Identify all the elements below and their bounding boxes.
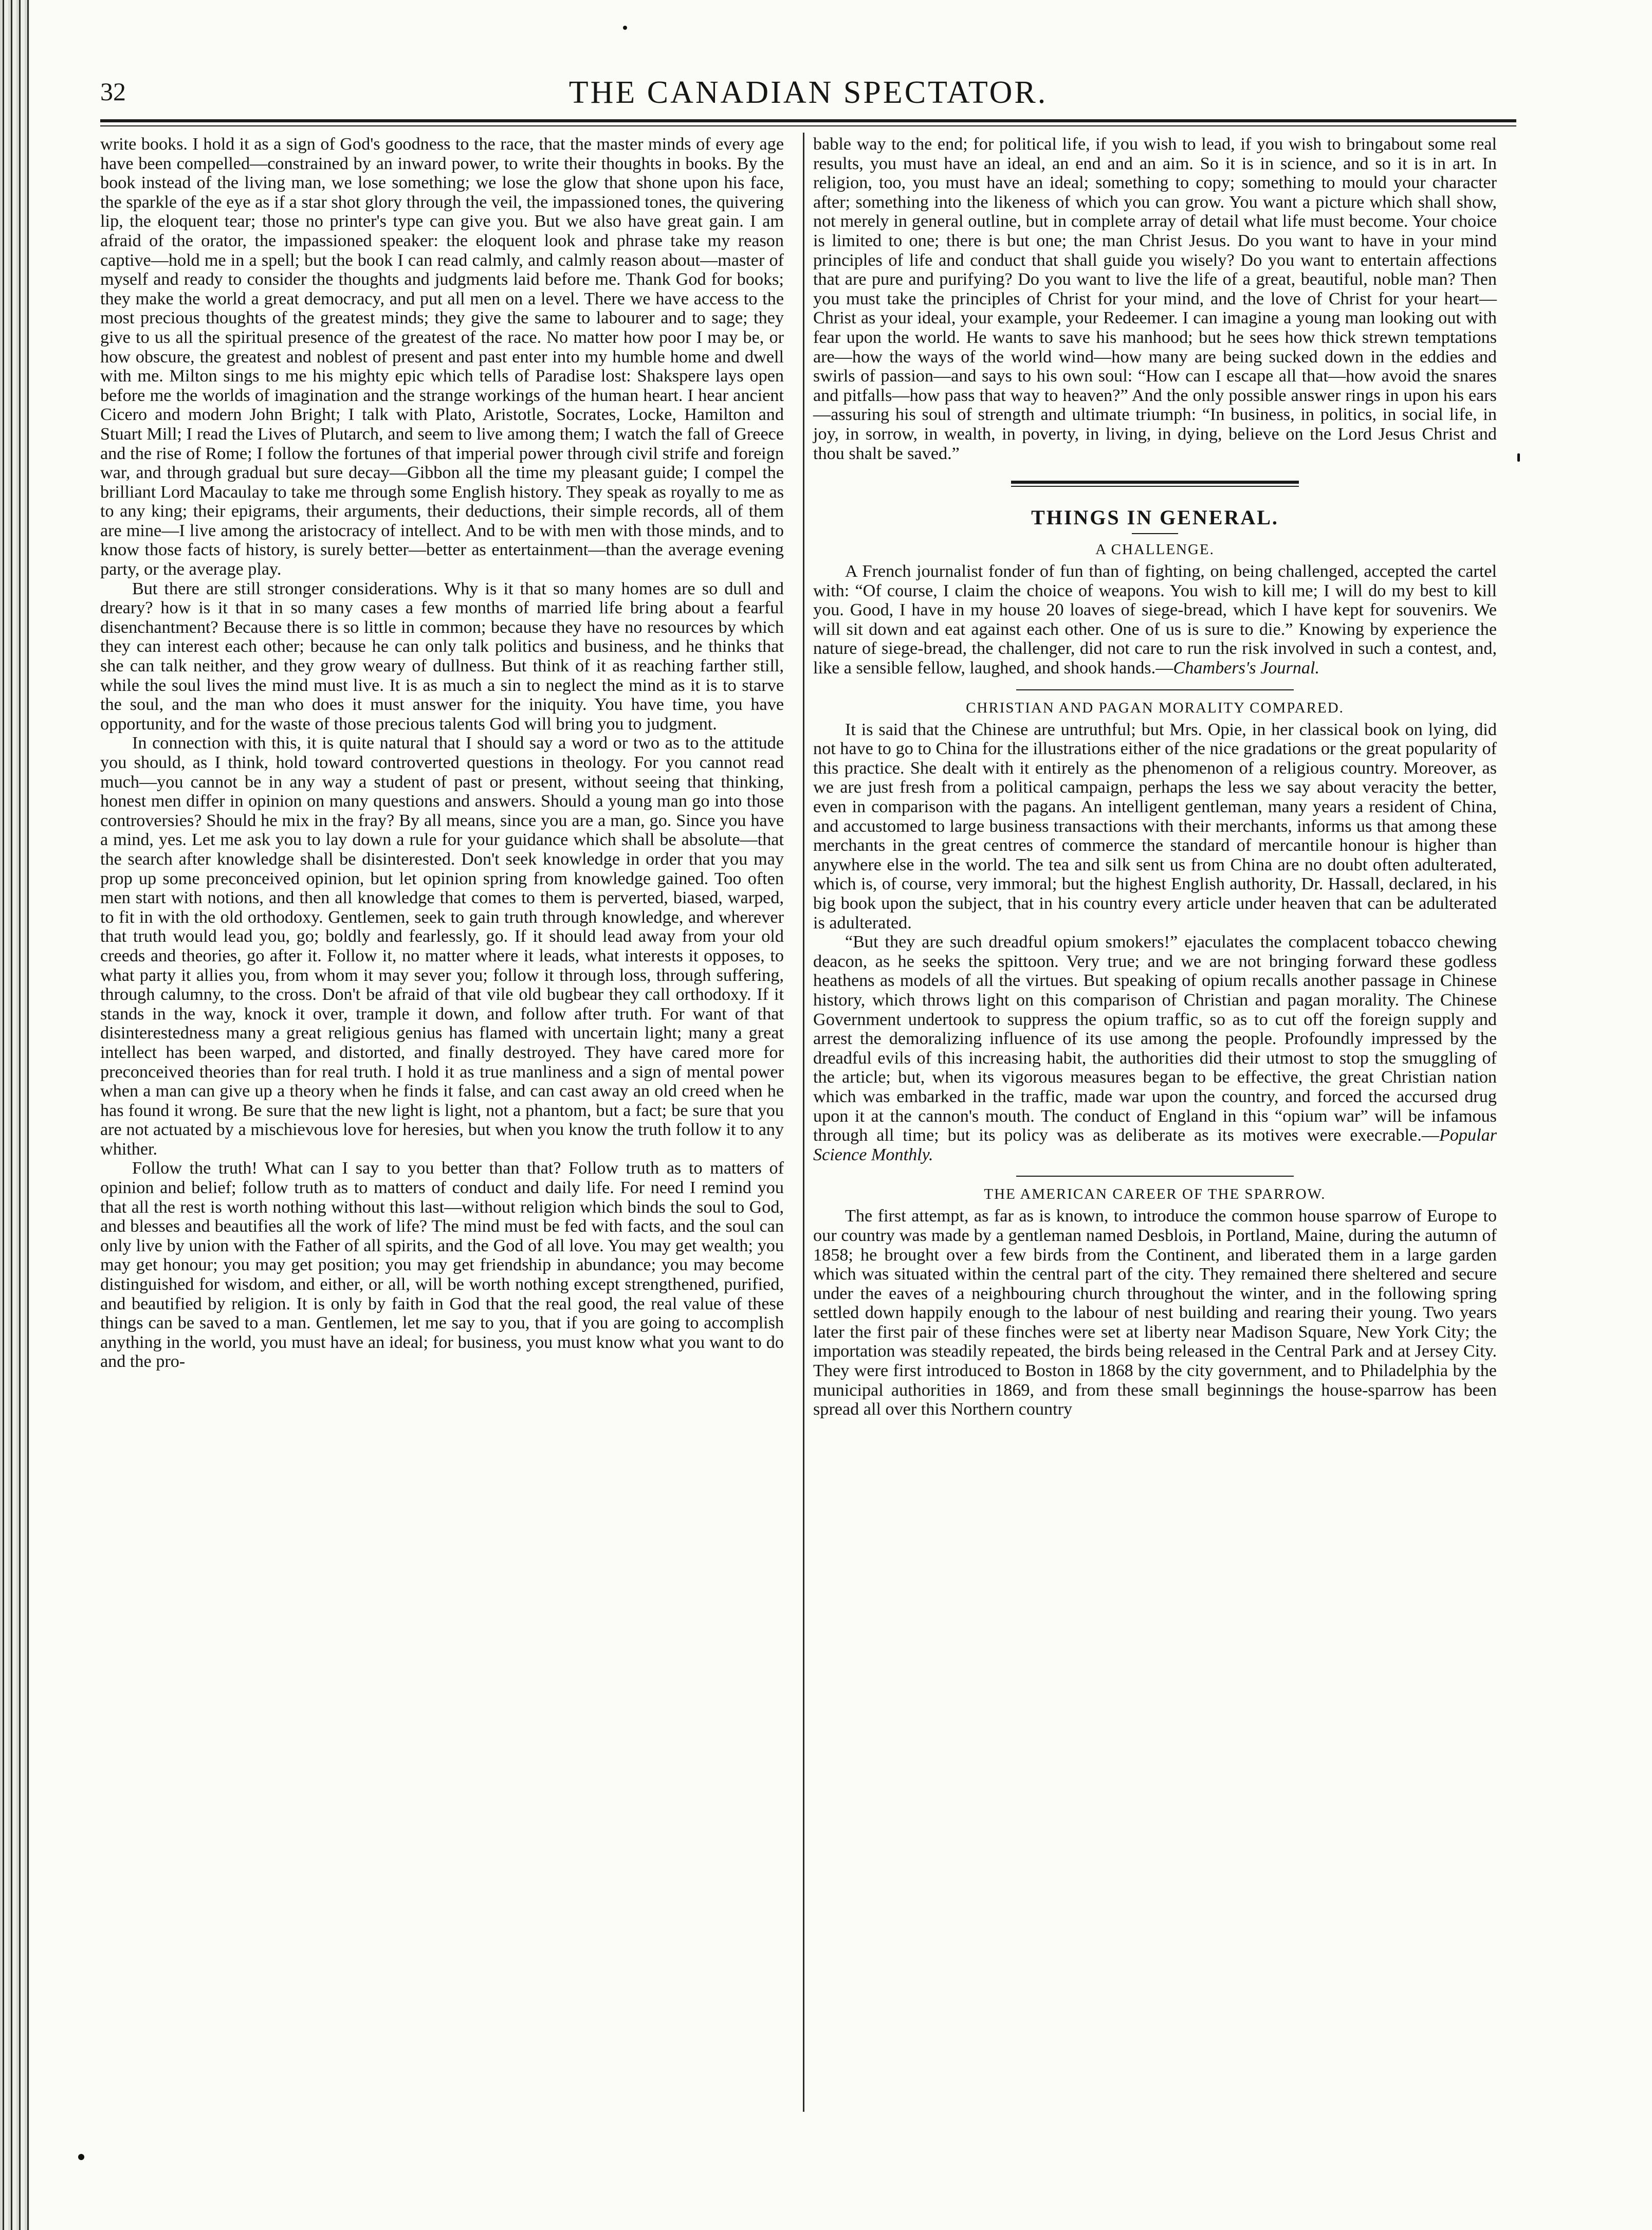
article-source: Chambers's Journal. — [1173, 659, 1320, 678]
page-header — [100, 72, 1516, 113]
article-body: It is said that the Chinese are untruthful; but Mrs. Opie, in her classical book on lying, did not have to go to China for the illustrations either of the nice gradations or the great popularity of this practice. She dealt with it entirely as the phenomenon of a religious country. Moreover, as we are just fresh from a political campaign, perhaps the less we say about veracity the better, even in comparison with the pagans. An intelligent gentleman, many years a resident of China, and accustomed to large business transactions with their merchants, informs us that among these merchants in the great centres of commerce the standard of mercantile honour is higher than anywhere else in the world. The tea and silk sent us from China are no doubt often adulterated, which is, of course, very immoral; but the highest English authority, Dr. Hassall, declared, in his big book upon the subject, that in his country every article under heaven that can be adulterated is adulterated. — [813, 720, 1497, 933]
section-title: THINGS IN GENERAL. — [1031, 506, 1279, 529]
paragraph: But there are still stronger considerations. Why is it that so many homes are so dull and dreary? how is it that in so many cases a few months of married life bring about a fearful disenchantment? Because there is so little in common; because they have no resources by which they can interest each other; because he can only talk politics and business, and he thinks that she can talk neither, and they grow weary of dullness. But think of it as reaching farther still, while the soul lives the mind must live. It is as much a sin to neglect the mind as it is to starve the soul, and the man who does it must answer for the iniquity. You have time, you have opportunity, and for the waste of those precious talents God will bring you to judgment. — [100, 579, 784, 734]
header-rule-thick — [100, 119, 1516, 122]
paragraph: In connection with this, it is quite natural that I should say a word or two as to the attitude you should, as I think, hold toward controverted questions in theology. For you cannot read much—you cannot be in any way a student of past or present, without seeing that thinking, honest men differ in opinion on many questions and answers. Should a young man go into those controversies? Should he mix in the fray? By all means, since you are a man, go. Since you have a mind, yes. Let me ask you to lay down a rule for your guidance which shall be absolute—that the search after knowledge shall be disinterested. Don't seek knowledge in order that you may prop up some preconceived opinion, but let opinion spring from knowledge gained. Too often men start with notions, and then all knowledge that comes to them is perverted, biased, warped, to fit in with the old orthodoxy. Gentlemen, seek to gain truth through knowledge, and wherever that truth would lead you, go; boldly and fearlessly, go. If it should lead away from your old creeds and theories, go after it. Follow it, no matter where it leads, what interests it opposes, to what party it allies you, from whom it may sever you; follow it through loss, through suffering, through calumny, to the cross. Don't be afraid of that vile old bugbear they call orthodoxy. If it stands in the way, knock it over, trample it down, and follow after truth. For want of that disinterestedness many a great religious genius has flamed with uncertain light; many a great intellect has been warped, and distorted, and finally destroyed. They have cared more for preconceived theories than for real truth. I hold it as true manliness and a sign of mental power when a man can give up a theory when he finds it false, and can cast away an old creed when he has found it wrong. Be sure that the new light is light, not a phantom, but a fact; be sure that you are not actuated by a mischievous love for heresies, but when you know the truth follow it to any whither. — [100, 734, 784, 1159]
article-body: The first attempt, as far as is known, to introduce the common house sparrow of Europe to our country was made by a gentleman named Desblois, in Portland, Maine, during the autumn of 1858; he brought over a few birds from the Continent, and liberated them in a large garden which was situated within the central part of the city. They remained there sheltered and secure under the eaves of a neighbouring church throughout the winter, and in the following spring settled down happily enough to the labour of nest building and rearing their young. Two years later the first pair of these finches were set at liberty near Madison Square, New York City; the importation was steadily repeated, the birds being released in the Central Park and at Jersey City. They were first introduced to Boston in 1868 by the city government, and to Philadelphia by the municipal authorities in 1869, and from these small beginnings the house-sparrow has been spread all over this Northern country — [813, 1207, 1497, 1419]
masthead-title: THE CANADIAN SPECTATOR. — [568, 75, 1048, 110]
article-body: A French journalist fonder of fun than of fighting, on being challenged, accepted the cartel with: “Of course, I claim the choice of weapons. You wish to kill me; I will do my best to kill you. Good, I have in my house 20 loaves of siege-bread, which I have kept for souvenirs. We will sit down and eat against each other. One of us is sure to die.” Knowing by experience the nature of siege-bread, the challenger, did not care to run the risk involved in such a contest, and, like a sensible fellow, laughed, and shook hands.—Chambers's Journal. — [813, 562, 1497, 678]
article-divider — [1016, 689, 1294, 690]
article-body: “But they are such dreadful opium smokers!” ejaculates the complacent tobacco chewing deacon, as he seeks the spittoon. Very true; and we are not bringing forward these godless heathens as models of all the virtues. But speaking of opium recalls another passage in Chinese history, which throws light on this comparison of Christian and pagan morality. The Chinese Government undertook to suppress the opium traffic, so as to cut off the foreign supply and arrest the demoralizing influence of its use among the people. Profoundly impressed by the dreadful evils of this increasing habit, the authorities did their utmost to stop the smuggling of the article; but, when its vigorous measures began to be effective, the great Christian nation which was embarked in the traffic, made war upon the country, and forced the accursed drug upon it at the cannon's mouth. The conduct of England in this “opium war” will be infamous through all time; but its policy was as deliberate as its motives were execrable.—Popular Science Monthly. — [813, 933, 1497, 1164]
article-title: CHRISTIAN AND PAGAN MORALITY COMPARED. — [966, 699, 1344, 716]
header-rule-thin — [100, 125, 1516, 126]
column-divider — [803, 133, 804, 2112]
article-title: A CHALLENGE. — [1095, 541, 1215, 558]
ink-speck — [623, 26, 627, 30]
article-source: Popular Science Monthly. — [813, 1126, 1497, 1164]
section-divider — [1011, 481, 1299, 487]
paragraph: Follow the truth! What can I say to you better than that? Follow truth as to matters of opinion and belief; follow truth as to matters of conduct and daily life. For need I remind you that all the rest is worth nothing without this last—without religion which binds the soul to God, and blesses and beautifies all the work of life? The mind must be fed with facts, and the soul can only live by union with the Father of all spirits, and the God of all love. You may get wealth; you may get honour; you may get position; you may get friendship in abundance; you may become distinguished for wisdom, and either, or all, will be worth nothing except strengthened, purified, and beautified by religion. It is only by faith in God that the real good, the real value of these things can be saved to a man. Gentlemen, let me say to you, that if you are going to accomplish anything in the world, you must have an ideal; for business, you must know what you want to do and the pro- — [100, 1159, 784, 1372]
paragraph: bable way to the end; for political life, if you wish to lead, if you wish to bringabout some real results, you must have an ideal, an end and an aim. So it is in science, and so it is in art. In religion, too, you must have an ideal; something to copy; something to mould your character after; something into the likeness of which you can grow. You want a picture which shall show, not merely in general outline, but in complete array of detail what life must become. Your choice is limited to one; there is but one; the man Christ Jesus. Do you want to have in your mind principles of life and conduct that shall guide you wisely? Do you want to entertain affections that are pure and purifying? Do you want to live the life of a great, beautiful, noble man? Then you must take the principles of Christ for your mind, and the love of Christ for your heart—Christ as your ideal, your example, your Redeemer. I can imagine a young man looking out with fear upon the world. He wants to save his manhood; but he sees how thick strewn temptations are—how the ways of the world wind—how many are being sucked down in the eddies and swirls of passion—and says to his own soul: “How can I escape all that—how avoid the snares and pitfalls—how pass that way to heaven?” And the only possible answer rings in upon his ears—assuring his soul of strength and ultimate triumph: “In business, in politics, in social life, in joy, in sorrow, in wealth, in poverty, in living, in dying, believe on the Lord Jesus Christ and thou shalt be saved.” — [813, 135, 1497, 463]
title-underline — [1132, 533, 1178, 534]
article-divider — [1016, 1176, 1294, 1177]
paragraph: write books. I hold it as a sign of God's goodness to the race, that the master minds of every age have been compelled—constrained by an inward power, to write their thoughts in books. By the book instead of the living man, we lose something; we lose the glow that shone upon his face, the sparkle of the eye as if a star shot glory through the veil, the impassioned tones, the quivering lip, the eloquent tear; those no printer's type can give you. But we also have great gain. I am afraid of the orator, the impassioned speaker: the eloquent look and phrase take my reason captive—hold me in a spell; but the book I can read calmly, and calmly reason about—master of myself and ready to consider the thoughts and judgments laid before me. Thank God for books; they make the world a great democracy, and put all men on a level. There we have access to the most precious thoughts of the greatest minds; they give the same to labourer and to sage; they give to us all the spiritual presence of the greatest of the race. No matter how poor I may be, or how obscure, the greatest and noblest of present and past enter into my humble home and dwell with me. Milton sings to me his mighty epic which tells of Paradise lost: Shakspere lays open before me the worlds of imagination and the strange workings of the human heart. I hear ancient Cicero and modern John Bright; I talk with Plato, Aristotle, Socrates, Locke, Hamilton and Stuart Mill; I read the Lives of Plutarch, and seem to live among them; I watch the fall of Greece and the rise of Rome; I follow the fortunes of that imperial power through civil strife and foreign war, and through gradual but sure decay—Gibbon all the time my pleasant guide; I compel the brilliant Lord Macaulay to take me through some English history. They speak as royally to me as to any king; their epigrams, their arguments, their deductions, their simple records, all of them are mine—I live among the aristocracy of intellect. And to be with men with those minds, and to know those facts of history, is surely better—better as entertainment—than the average evening party, or the average play. — [100, 135, 784, 579]
ink-speck — [78, 2154, 84, 2160]
article-title: THE AMERICAN CAREER OF THE SPARROW. — [984, 1186, 1326, 1203]
ink-speck — [1517, 453, 1520, 462]
left-column — [100, 135, 784, 1372]
right-column — [813, 135, 1497, 1419]
page-number: 32 — [100, 77, 126, 106]
binding-edge — [0, 0, 30, 2230]
